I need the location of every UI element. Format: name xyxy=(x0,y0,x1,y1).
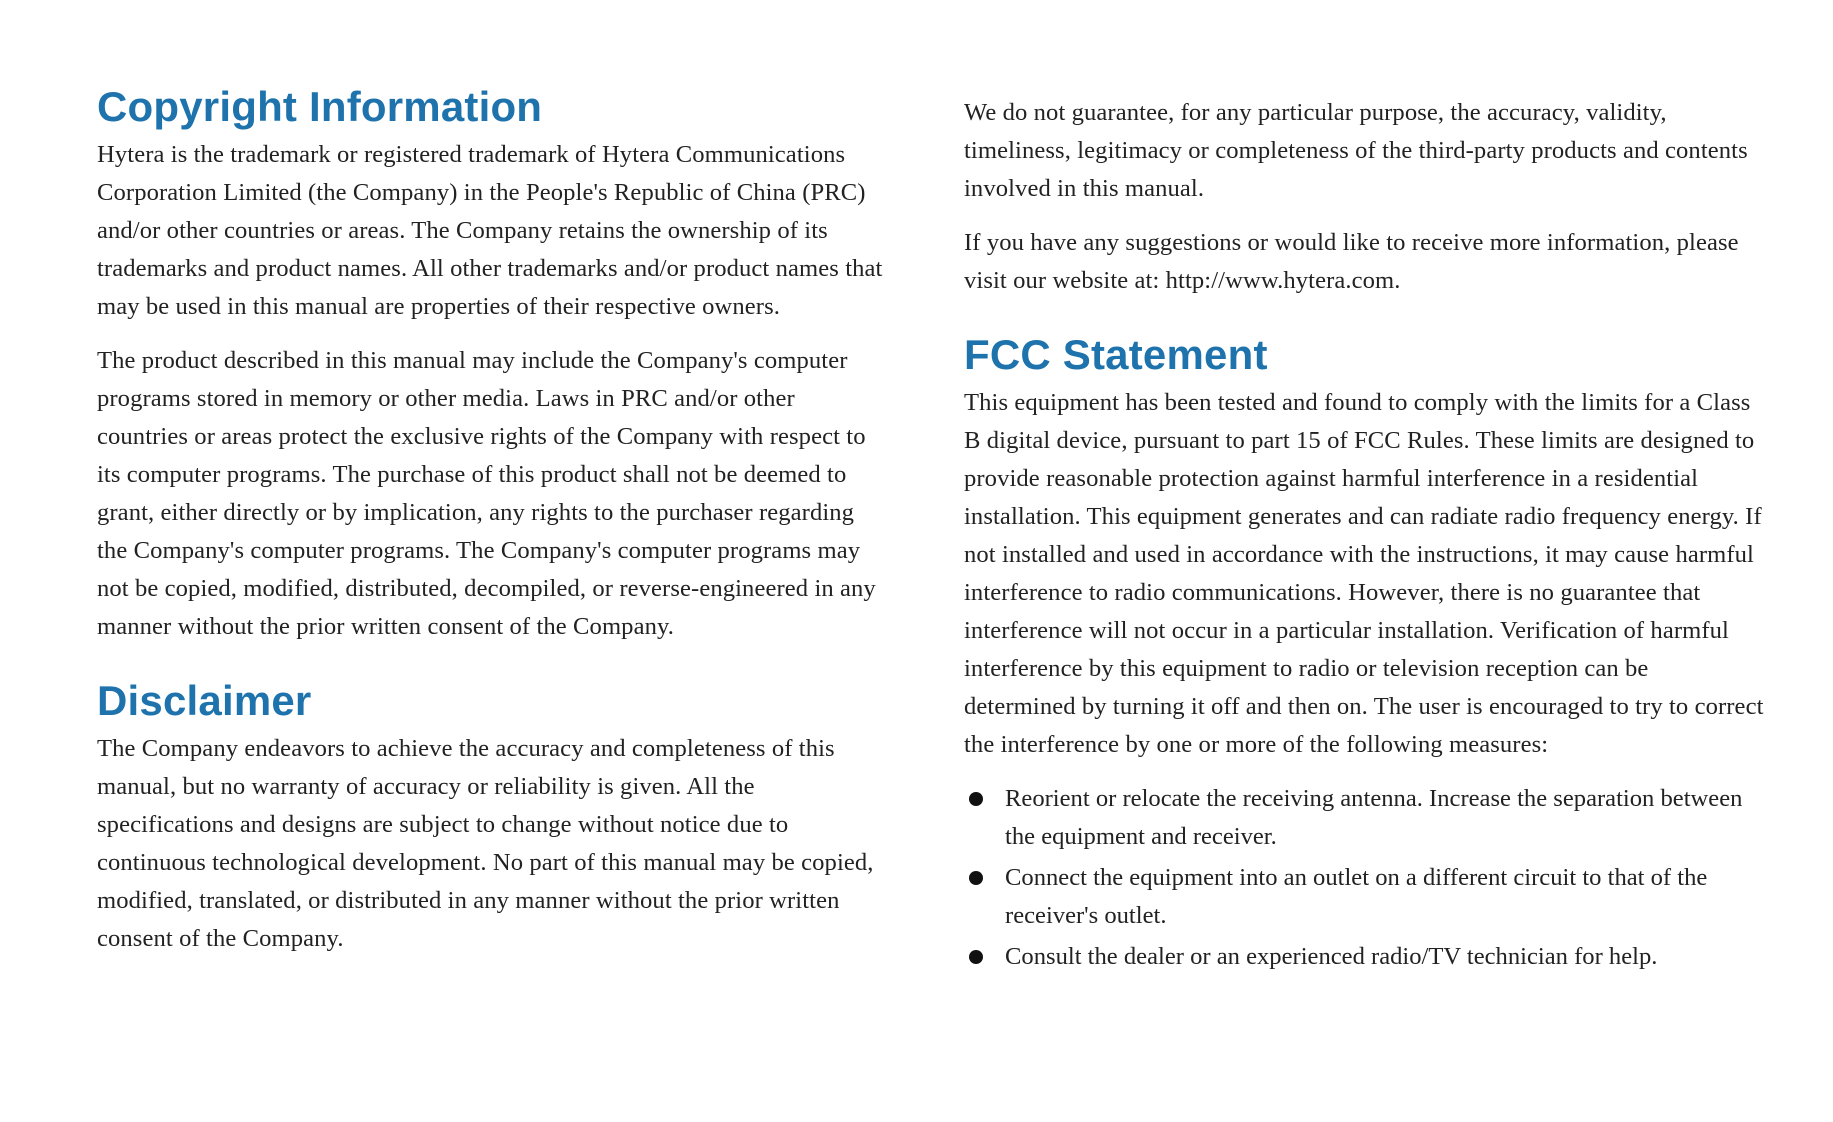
list-item-text: Consult the dealer or an experienced radio/TV technician for help. xyxy=(1005,943,1658,970)
guarantee-paragraph: We do not guarantee, for any particular purpose, the accuracy, validity, timeliness, legitimacy or completeness of the third-party products and contents involved in this manual. xyxy=(964,99,1748,202)
left-column xyxy=(97,82,889,974)
list-item xyxy=(964,859,1764,935)
disclaimer-continued-section xyxy=(964,94,1764,300)
website-paragraph: If you have any suggestions or would like to receive more information, please visit our website at: http://www.hytera.com. xyxy=(964,229,1739,294)
fcc-section xyxy=(964,330,1764,976)
bullet-icon xyxy=(969,792,983,806)
copyright-paragraph-trademark: Hytera is the trademark or registered trademark of Hytera Communications Corporation Limited (the Company) in the People's Republic of China (PRC) and/or other countries or areas. The Company retains the ownership of its trademarks and product names. All other trademarks and/or product names that may be used in this manual are properties of their respective owners. xyxy=(97,141,883,320)
bullet-icon xyxy=(969,871,983,885)
bullet-icon xyxy=(969,950,983,964)
disclaimer-heading: Disclaimer xyxy=(97,677,312,724)
disclaimer-section xyxy=(97,676,889,958)
fcc-heading: FCC Statement xyxy=(964,331,1268,378)
copyright-section xyxy=(97,82,889,646)
right-column xyxy=(964,82,1764,979)
disclaimer-paragraph: The Company endeavors to achieve the accuracy and completeness of this manual, but no warranty of accuracy or reliability is given. All the specifications and designs are subject to change without notice due to continuous technological development. No part of this manual may be copied, modified, translated, or distributed in any manner without the prior written consent of the Company. xyxy=(97,735,874,952)
fcc-paragraph: This equipment has been tested and found to comply with the limits for a Class B digital device, pursuant to part 15 of FCC Rules. These limits are designed to provide reasonable protection against harmful interference in a residential installation. This equipment generates and can radiate radio frequency energy. If not installed and used in accordance with the instructions, it may cause harmful interference to radio communications. However, there is no guarantee that interference will not occur in a particular installation. Verification of harmful interference by this equipment to radio or television reception can be determined by turning it off and then on. The user is encouraged to try to correct the interference by one or more of the following measures: xyxy=(964,389,1764,758)
fcc-measures-list xyxy=(964,780,1764,976)
copyright-paragraph-programs: The product described in this manual may include the Company's computer programs stored in memory or other media. Laws in PRC and/or other countries or areas protect the exclusive rights of the Company with respect to its computer programs. The purchase of this product shall not be deemed to grant, either directly or by implication, any rights to the purchaser regarding the Company's computer programs. The Company's computer programs may not be copied, modified, distributed, decompiled, or reverse-engineered in any manner without the prior written consent of the Company. xyxy=(97,347,876,640)
list-item xyxy=(964,938,1764,976)
list-item-text: Connect the equipment into an outlet on a different circuit to that of the receiver's outlet. xyxy=(1005,864,1708,929)
copyright-heading: Copyright Information xyxy=(97,83,543,130)
list-item xyxy=(964,780,1764,856)
list-item-text: Reorient or relocate the receiving antenna. Increase the separation between the equipment and receiver. xyxy=(1005,785,1743,850)
